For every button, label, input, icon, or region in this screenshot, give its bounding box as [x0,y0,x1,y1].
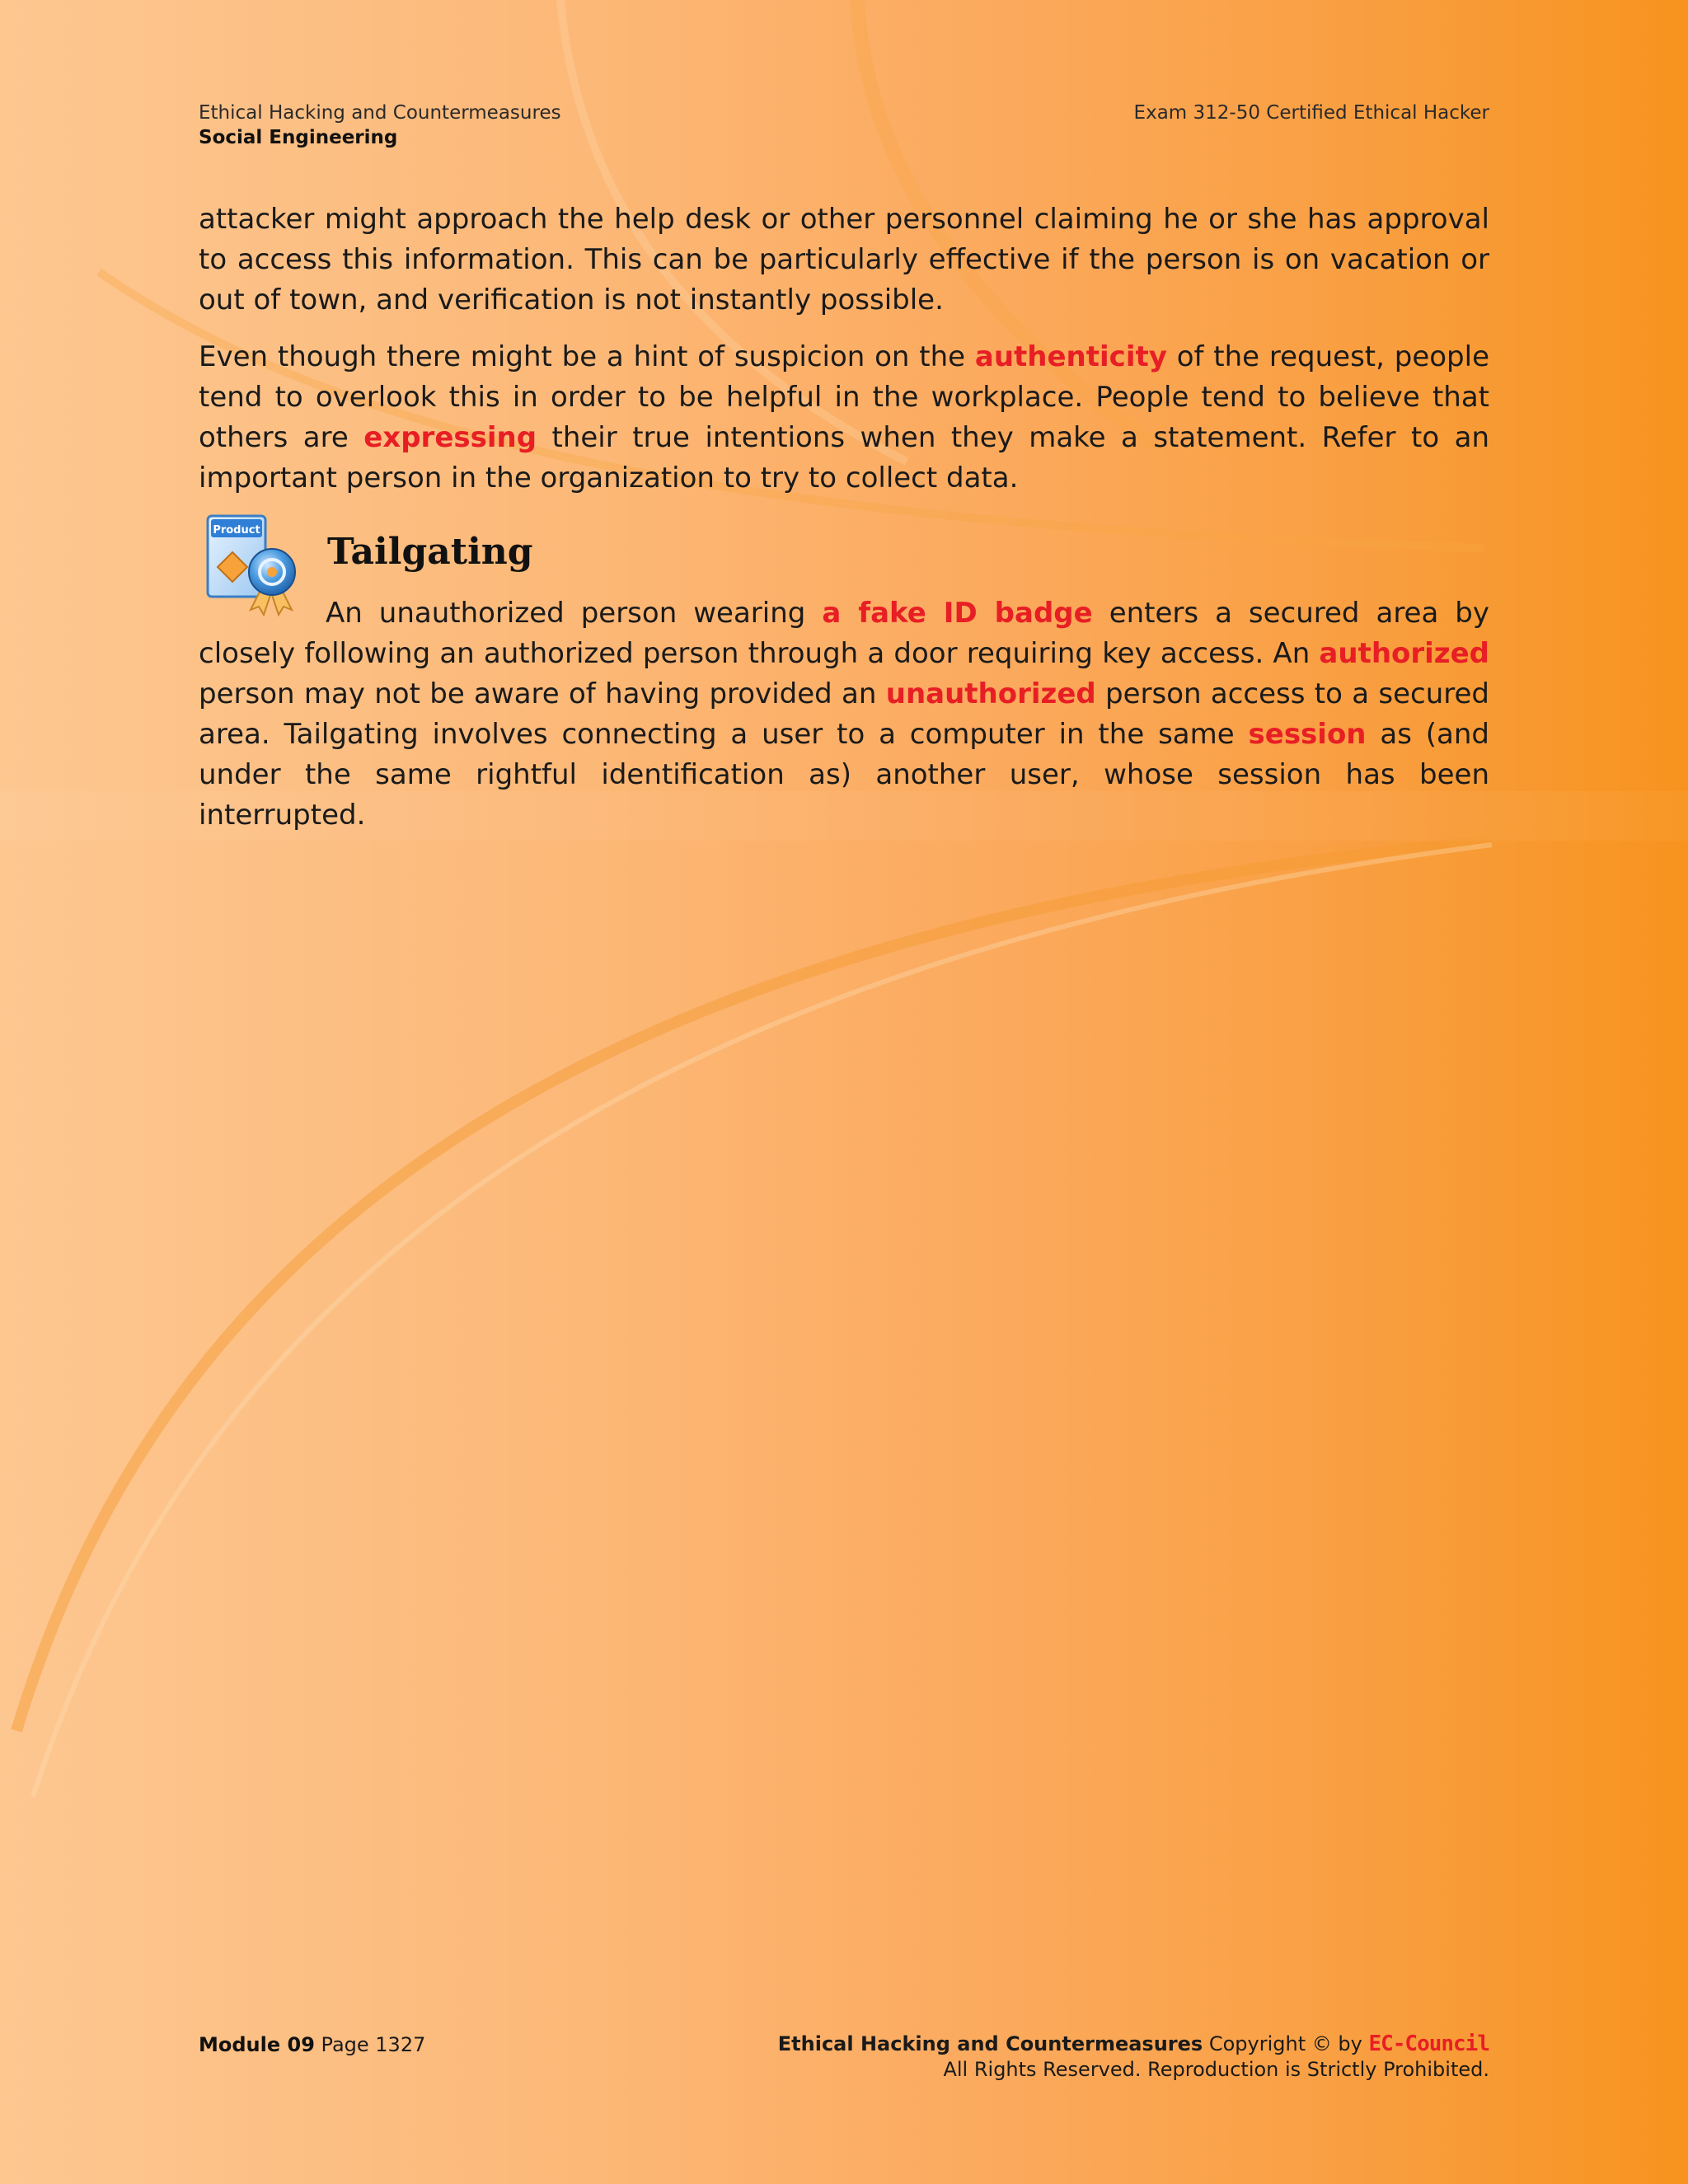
copyright-notice [778,2032,1489,2083]
page-number: Page 1327 [321,2033,426,2056]
text-run: Even though there might be a hint of suspicion on the [199,340,975,373]
page-footer-left [199,2032,425,2058]
highlight-authorized: authorized [1319,637,1489,670]
highlight-expressing: expressing [363,421,537,454]
paragraph-impersonation: attacker might approach the help desk or other personnel claiming he or she has approval to access this information. This can be particularly effective if the person is on vacation or out of town, and verification is not instantly possible. [199,203,1489,316]
text-run: as (and under the same rightful identification as) another user, whose session has been interrupted. [199,718,1489,832]
copyright-text: Copyright © by [1208,2032,1362,2055]
svg-text:Product: Product [213,524,260,537]
rights-reserved: All Rights Reserved. Reproduction is Strictly Prohibited. [943,2058,1489,2081]
module-section: Social Engineering [199,127,398,148]
highlight-authenticity: authenticity [974,340,1167,373]
book-title: Ethical Hacking and Countermeasures [199,102,561,124]
text-run: person may not be aware of having provided an [199,677,886,710]
exam-title: Exam 312-50 Certified Ethical Hacker [1133,102,1489,124]
paragraph-tailgating [199,593,1489,836]
highlight-unauthorized: unauthorized [885,677,1096,710]
text-run: of the request, people tend to overlook this in order to be helpful in the workplace. People tend to believe that others are [199,340,1489,454]
text-run: An unauthorized person wearing [326,597,823,630]
text-run: their true intentions when they make a statement. Refer to an important person in the organization to try to collect data. [199,421,1489,494]
highlight-fake-id-badge: a fake ID badge [822,597,1093,630]
module-number: Module 09 [199,2033,315,2056]
highlight-session: session [1248,718,1367,751]
running-header-left [199,101,561,150]
paragraph-suspicion [199,337,1489,499]
text-run: enters a secured area by closely following an authorized person through a door requiring key access. An [199,597,1490,670]
copyright-title: Ethical Hacking and Countermeasures [777,2032,1203,2055]
section-title-tailgating: Tailgating [327,531,533,573]
text-run: person access to a secured area. Tailgating involves connecting a user to a computer in the same [199,677,1489,751]
ec-council-logo: EC-Council [1368,2032,1489,2056]
